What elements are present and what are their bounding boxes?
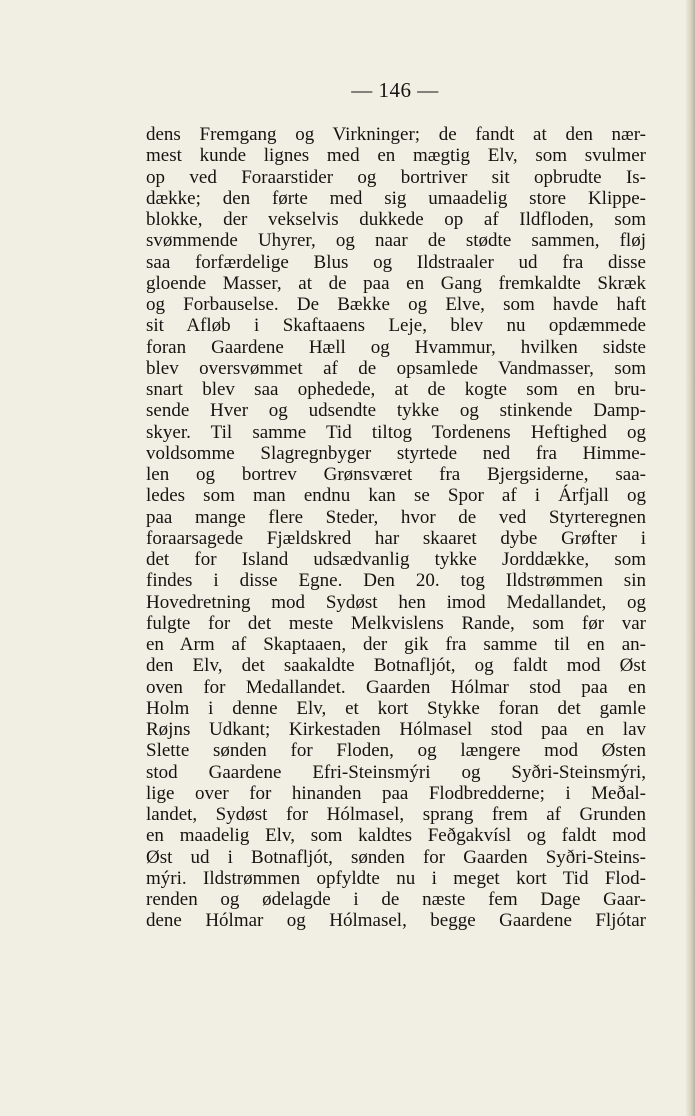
page-number: — 146 — [351, 78, 439, 102]
text-line: skyer. Til samme Tid tiltog Tordenens Heftighed og [146, 421, 646, 443]
text-line: det for Island udsædvanlig tykke Jorddække, som [146, 549, 646, 570]
text-line: stod Gaardene Efri-Steinsmýri og Syðri-Steinsmýri, [146, 761, 646, 783]
text-line: findes i disse Egne. Den 20. tog Ildstrømmen sin [146, 570, 646, 592]
text-line: svømmende Uhyrer, og naar de stødte sammen, fløj [146, 230, 646, 252]
text-line: mýri. Ildstrømmen opfyldte nu i meget kort Tid Flod- [146, 867, 646, 889]
text-line: dække; den førte med sig umaadelig store Klippe- [146, 187, 646, 209]
text-line: paa mange flere Steder, hvor de ved Styrteregnen [146, 506, 646, 528]
text-line: og Forbauselse. De Bække og Elve, som havde haft [146, 294, 646, 315]
text-line: renden og ødelagde i de næste fem Dage Gaar- [146, 889, 646, 910]
text-line: gloende Masser, at de paa en Gang fremkaldte Skræk [146, 272, 646, 294]
text-line: op ved Foraarstider og bortriver sit opbrudte Is- [146, 166, 646, 188]
text-line: oven for Medallandet. Gaarden Hólmar stod paa en [146, 676, 646, 698]
text-line: en Arm af Skaptaaen, der gik fra samme til en an- [146, 634, 646, 655]
text-line: fulgte for det meste Melkvislens Rande, som før var [146, 612, 646, 634]
text-line: Holm i denne Elv, et kort Stykke foran det gamle [146, 697, 646, 719]
text-line: lige over for hinanden paa Flodbredderne; i Meðal- [146, 782, 646, 804]
text-line: Slette sønden for Floden, og længere mod Østen [146, 740, 646, 762]
text-line: blokke, der vekselvis dukkede op af Ildfloden, som [146, 209, 646, 230]
text-line: mest kunde lignes med en mægtig Elv, som svulmer [146, 145, 646, 167]
text-line: den Elv, det saakaldte Botnafljót, og faldt mod Øst [146, 655, 646, 677]
text-line: sit Afløb i Skaftaaens Leje, blev nu opdæmmede [146, 315, 646, 337]
text-line: ledes som man endnu kan se Spor af i Árfjall og [146, 485, 646, 507]
text-line: sende Hver og udsendte tykke og stinkende Damp- [146, 400, 646, 422]
text-line: voldsomme Slagregnbyger styrtede ned fra Himme- [146, 442, 646, 464]
text-line: snart blev saa ophedede, at de kogte som en bru- [146, 379, 646, 400]
text-line: Øst ud i Botnafljót, sønden for Gaarden Syðri-Steins- [146, 846, 646, 868]
text-line: saa forfærdelige Blus og Ildstraaler ud fra disse [146, 251, 646, 273]
text-line: en maadelig Elv, som kaldtes Feðgakvísl og faldt mod [146, 825, 646, 847]
text-line: foraarsagede Fjældskred har skaaret dybe Grøfter i [146, 527, 646, 549]
body-text [146, 124, 646, 932]
text-line: landet, Sydøst for Hólmasel, sprang frem af Grunden [146, 804, 646, 825]
text-line: Hovedretning mod Sydøst hen imod Medallandet, og [146, 591, 646, 613]
text-line: dens Fremgang og Virkninger; de fandt at den nær- [146, 124, 646, 145]
text-line: dene Hólmar og Hólmasel, begge Gaardene Fljótar [146, 910, 646, 932]
page-edge-shadow [685, 0, 695, 1116]
text-line: foran Gaardene Hæll og Hvammur, hvilken sidste [146, 336, 646, 358]
text-line: Røjns Udkant; Kirkestaden Hólmasel stod paa en lav [146, 719, 646, 740]
text-line: len og bortrev Grønsværet fra Bjergsiderne, saa- [146, 464, 646, 485]
text-line: blev oversvømmet af de opsamlede Vandmasser, som [146, 357, 646, 379]
